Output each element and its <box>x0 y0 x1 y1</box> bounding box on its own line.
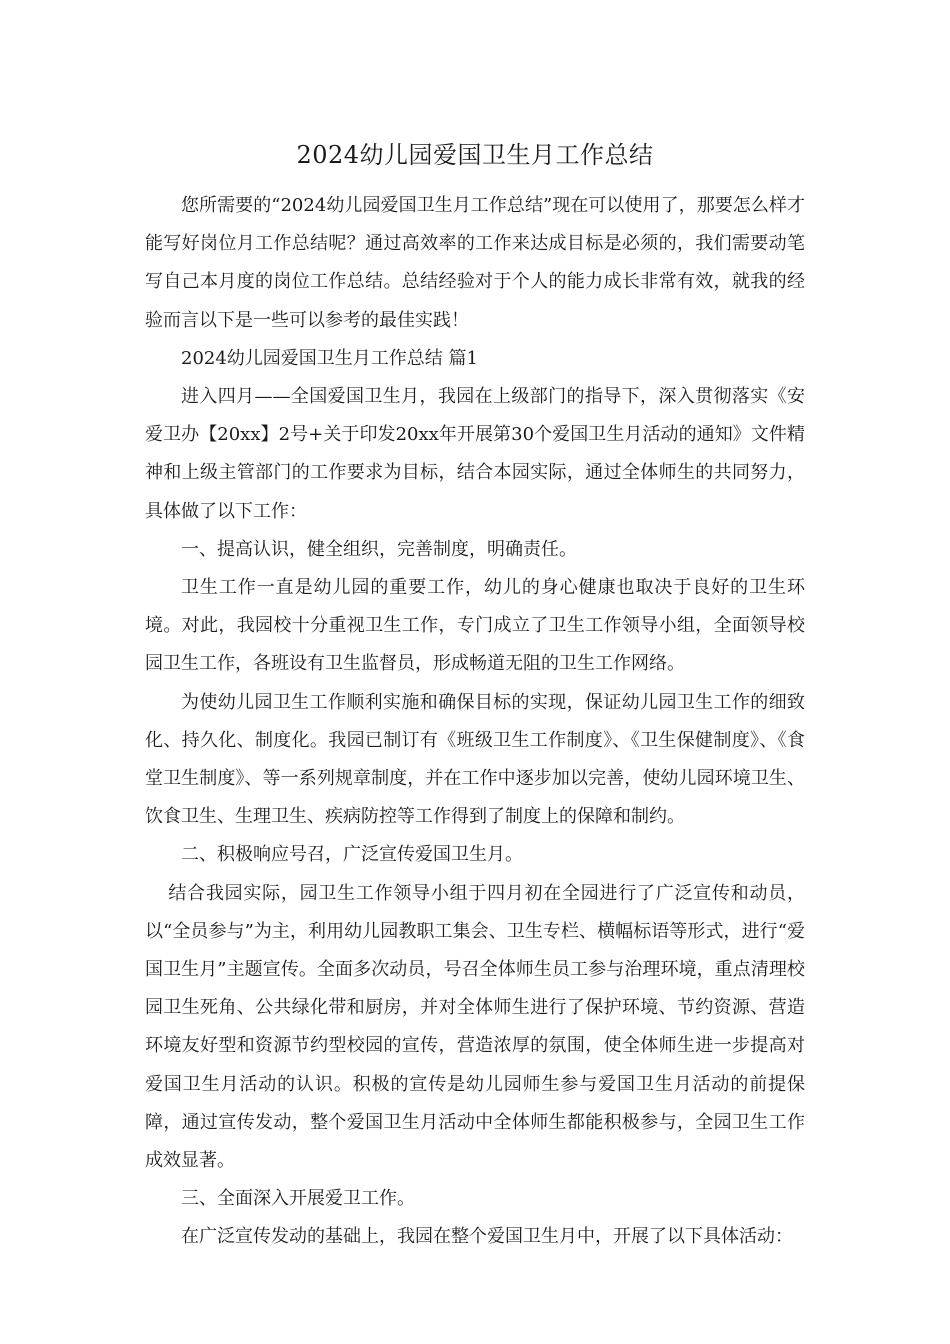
section-heading: 一、提高认识，健全组织，完善制度，明确责任。 <box>181 538 577 560</box>
section-heading-part-1: 2024幼儿园爱国卫生月工作总结 篇1 <box>181 347 478 369</box>
section-heading: 三、全面深入开展爱卫工作。 <box>181 1188 415 1210</box>
document-title: 2024幼儿园爱国卫生月工作总结 <box>296 141 654 169</box>
section-heading: 二、积极响应号召，广泛宣传爱国卫生月。 <box>181 844 523 866</box>
document-body <box>145 187 805 1257</box>
body-paragraph: 结合我园实际，园卫生工作领导小组于四月初在全园进行了广泛宣传和动员，以“全员参与”为主，利用幼儿园教职工集会、卫生专栏、横幅标语等形式，进行“爱国卫生月”主题宣传。全面多次动员，号召全体师生员工参与治理环境，重点清理校园卫生死角、公共绿化带和厨房，并对全体师生进行了保护环境、节约资源、营造环境友好型和资源节约型校园的宣传，营造浓厚的氛围，使全体师生进一步提高对爱国卫生月活动的认识。积极的宣传是幼儿园师生参与爱国卫生月活动的前提保障，通过宣传发动，整个爱国卫生月活动中全体师生都能积极参与，全园卫生工作成效显著。 <box>145 882 805 1172</box>
body-paragraph: 为使幼儿园卫生工作顺利实施和确保目标的实现，保证幼儿园卫生工作的细致化、持久化、制度化。我园已制订有《班级卫生工作制度》、《卫生保健制度》、《食堂卫生制度》、等一系列规章制度，并在工作中逐步加以完善，使幼儿园环境卫生、饮食卫生、生理卫生、疾病防控等工作得到了制度上的保障和制约。 <box>145 691 805 828</box>
body-paragraph: 进入四月——全国爱国卫生月，我园在上级部门的指导下，深入贯彻落实《安爱卫办【20xx】2号+关于印发20xx年开展第30个爱国卫生月活动的通知》文件精神和上级主管部门的工作要求为目标，结合本园实际，通过全体师生的共同努力，具体做了以下工作： <box>145 386 805 522</box>
intro-paragraph: 您所需要的“2024幼儿园爱国卫生月工作总结”现在可以使用了，那要怎么样才能写好岗位月工作总结呢？通过高效率的工作来达成目标是必须的，我们需要动笔写自己本月度的岗位工作总结。总结经验对于个人的能力成长非常有效，就我的经验而言以下是一些可以参考的最佳实践！ <box>145 195 805 331</box>
body-paragraph: 卫生工作一直是幼儿园的重要工作，幼儿的身心健康也取决于良好的卫生环境。对此，我园校十分重视卫生工作，专门成立了卫生工作领导小组，全面领导校园卫生工作，各班设有卫生监督员，形成畅道无阻的卫生工作网络。 <box>145 577 805 675</box>
body-paragraph: 在广泛宣传发动的基础上，我园在整个爱国卫生月中，开展了以下具体活动： <box>181 1226 793 1248</box>
